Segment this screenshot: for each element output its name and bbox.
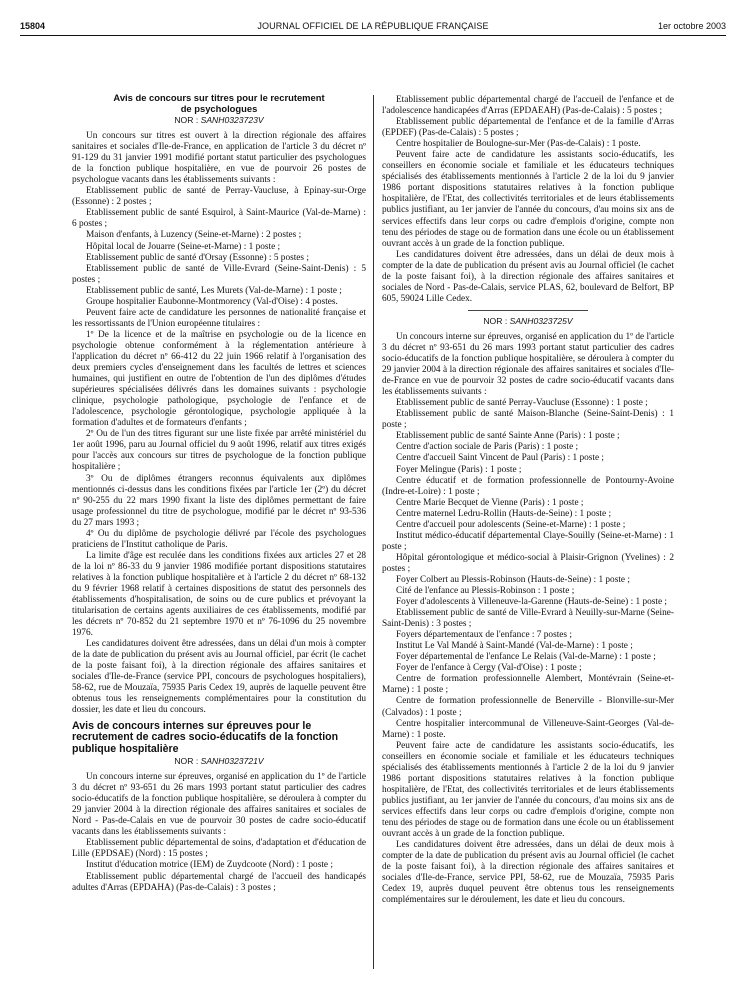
body-paragraph: Centre éducatif et de formation professionnelle de Pontourny-Avoine (Indre-et-Loire) : 1 poste ; bbox=[382, 475, 674, 497]
body-paragraph: Les candidatures doivent être adressées, dans un délai d'un mois à compter de la date de publication du présent avis au Journal officiel, par écrit (le cachet de la poste faisant foi), à la direction régionale des affaires sanitaires et sociales d'Ile-de-France (service PPI, concours de psychologues hospitaliers), 58-62, rue de Mouzaïa, 75935 Paris Cedex 19, auprès de laquelle peuvent être obtenus tous les renseignements complémentaires pour la constitution du dossier, les date et lieu du concours. bbox=[72, 639, 366, 716]
body-paragraph: Foyer Melingue (Paris) : 1 poste ; bbox=[396, 464, 522, 475]
body-paragraph: Centre maternel Ledru-Rollin (Hauts-de-Seine) : 1 poste ; bbox=[396, 508, 612, 519]
body-paragraph: Centre hospitalier intercommunal de Villeneuve-Saint-Georges (Val-de-Marne) : 1 poste. bbox=[382, 718, 674, 740]
body-paragraph: Un concours interne sur épreuves, organisé en application du 1º de l'article 3 du décret nº 93-651 du 26 mars 1993 portant statut particulier des cadres socio-éducatifs de la fonction publique hospitalière, se déroulera à compter du 29 janvier 2004 à la direction régionale des affaires sanitaires et sociales d'Ile-de-France en vue de pourvoir 32 postes de cadre socio-éducatif vacants dans les établissements suivants : bbox=[382, 331, 674, 398]
body-paragraph: 1º De la licence et de la maîtrise en psychologie ou de la licence en psychologie obtenue conformément à la réglementation antérieure à l'application du décret nº 66-412 du 22 juin 1966 relatif à l'organisation des deux premiers cycles d'enseignement dans les facultés de lettres et sciences humaines, qui justifient en outre de l'obtention de l'un des diplômes d'études supérieures spécialisées délivrés dans les domaines suivants : psychologie clinique, psychologie pathologique, psychologie de l'enfance et de l'adolescence, psychologie gérontologique, psychologie appliquée à la formation d'adultes et de formateurs d'enfants ; bbox=[72, 329, 366, 429]
body-paragraph: 3º Ou de diplômes étrangers reconnus équivalents aux diplômes mentionnés ci-dessus dans les conditions fixées par l'article 1er (2º) du décret nº 90-255 du 22 mars 1990 fixant la liste des diplômes permettant de faire usage professionnel du titre de psychologue, modifié par le décret nº 93-536 du 27 mars 1993 ; bbox=[72, 473, 366, 528]
notice-title: Avis de concours internes sur épreuves pour le recrutement de cadres socio-éducatifs de la fonction publique hospitalière bbox=[72, 719, 339, 755]
notice-cadres-ile-de-france bbox=[382, 316, 674, 906]
body-paragraph: Etablissement public de santé Maison-Blanche (Seine-Saint-Denis) : 1 poste ; bbox=[382, 409, 674, 431]
right-column bbox=[382, 95, 674, 906]
body-paragraph: Les candidatures doivent être adressées, dans un délai de deux mois à compter de la date de publication du présent avis au Journal officiel (le cachet de la poste faisant foi), à la direction régionale des affaires sanitaires et sociales d'Ile-de-France, service PPI, 58-62, rue de Mouzaïa, 75935 Paris Cedex 19, auprès duquel peuvent être obtenus tous les renseignements complémentaires sur le déroulement, les date et lieu du concours. bbox=[382, 840, 674, 906]
body-paragraph: Etablissement public départemental de l'enfance et de la famille d'Arras (EPDEF) (Pas-de-Calais) : 5 postes ; bbox=[382, 117, 674, 139]
issue-date: 1er octobre 2003 bbox=[657, 21, 726, 31]
body-paragraph: Centre de formation professionnelle Alembert, Montévrain (Seine-et-Marne) : 1 poste ; bbox=[382, 674, 674, 696]
body-paragraph: Peuvent faire acte de candidature les assistants socio-éducatifs, les conseillers en économie sociale et familiale et les éducateurs techniques spécialisés des établissements mentionnés à l'article 2 de la loi du 9 janvier 1986 portant dispositions statutaires relatives à la fonction publique hospitalière, de l'Etat, des collectivités territoriales et de leurs établissements publics justifiant, au 1er janvier de l'année du concours, d'au moins six ans de services effectifs dans leur corps ou cadre d'emplois d'origine, compte non tenu des périodes de stage ou de formation dans une école ou un établissement ouvrant accès à un grade de la fonction publique. bbox=[382, 150, 674, 249]
column-separator bbox=[373, 95, 374, 969]
body-paragraph: Peuvent faire acte de candidature les personnes de nationalité française et les ressortissants de l'Union européenne titulaires : bbox=[72, 307, 366, 329]
body-paragraph: Institut d'éducation motrice (IEM) de Zuydcoote (Nord) : 1 poste ; bbox=[86, 860, 333, 871]
body-paragraph: Foyer Colbert au Plessis-Robinson (Hauts-de-Seine) : 1 poste ; bbox=[396, 574, 630, 585]
body-paragraph: Foyer de l'enfance à Cergy (Val-d'Oise) : 1 poste ; bbox=[396, 663, 582, 674]
body-paragraph: La limite d'âge est reculée dans les conditions fixées aux articles 27 et 28 de la loi nº 86-33 du 9 janvier 1986 modifiée portant dispositions statutaires relatives à la fonction publique hospitalière et à l'article 2 du décret nº 68-132 du 9 février 1968 relatif à certaines dispositions de statut des personnels des établissements d'hospitalisation, de soins ou de cure publics et prévoyant la titularisation de certains agents auxiliaires de ces établissements, modifié par les décrets nº 70-852 du 21 septembre 1970 et nº 76-1096 du 25 novembre 1976. bbox=[72, 550, 366, 639]
body-paragraph: Etablissement public départemental chargé de l'accueil de l'enfance et de l'adolescence handicapées d'Arras (EPDAEAH) (Pas-de-Calais) : 5 postes ; bbox=[382, 95, 674, 117]
body-paragraph: Etablissement public de santé Perray-Vaucluse (Essonne) : 1 poste ; bbox=[396, 398, 648, 409]
body-paragraph: Hôpital gérontologique et médico-social à Plaisir-Grignon (Yvelines) : 2 postes ; bbox=[382, 552, 674, 574]
body-paragraph: Centre hospitalier de Boulogne-sur-Mer (Pas-de-Calais) : 1 poste. bbox=[396, 139, 641, 150]
notice-psychologues bbox=[72, 92, 366, 717]
body-paragraph: 2º Ou de l'un des titres figurant sur une liste fixée par arrêté ministériel du 1er août 1996, paru au Journal officiel du 9 août 1996, relatif aux titres exigés pour l'accès aux concours sur titres de psychologue de la fonction publique hospitalière ; bbox=[72, 429, 366, 473]
body-paragraph: Institut Le Val Mandé à Saint-Mandé (Val-de-Marne) : 1 poste ; bbox=[396, 641, 633, 652]
body-paragraph: Etablissement public de santé de Ville-Evrard (Seine-Saint-Denis) : 5 postes ; bbox=[72, 263, 366, 285]
body-paragraph: Etablissement public départemental de soins, d'adaptation et d'éducation de Lille (EPDSAE) (Nord) : 15 postes ; bbox=[72, 838, 366, 860]
body-paragraph: Centre d'action sociale de Paris (Paris) : 1 poste ; bbox=[396, 442, 579, 453]
body-paragraph: Foyer départemental de l'enfance Le Relais (Val-de-Marne) : 1 poste ; bbox=[396, 652, 656, 663]
nor-reference bbox=[72, 115, 366, 126]
body-paragraph: Maison d'enfants, à Luzency (Seine-et-Marne) : 2 postes ; bbox=[86, 230, 302, 241]
body-paragraph: Etablissement public de santé d'Orsay (Essonne) : 5 postes ; bbox=[86, 252, 309, 263]
notice-body bbox=[72, 772, 366, 894]
page-header bbox=[20, 21, 726, 35]
body-paragraph: Les candidatures doivent être adressées, dans un délai de deux mois à compter de la date de publication du présent avis au Journal officiel (le cachet de la poste faisant foi), à la direction régionale des affaires sanitaires et sociales de Nord - Pas-de-Calais, service PLAS, 62, boulevard de Belfort, BP 605, 59024 Lille Cedex. bbox=[382, 249, 674, 304]
notice-title-line: de psychologues bbox=[180, 103, 258, 114]
notice-title-line: Avis de concours sur titres pour le recrutement bbox=[113, 92, 325, 103]
body-paragraph: Etablissement public de santé, Les Murets (Val-de-Marne) : 1 poste ; bbox=[86, 285, 342, 296]
body-paragraph: Foyers départementaux de l'enfance : 7 postes ; bbox=[396, 630, 572, 641]
nor-code: SANH0323725V bbox=[509, 315, 573, 326]
notice-cadres-socio-educatifs bbox=[72, 721, 366, 894]
notice-body bbox=[382, 332, 674, 906]
page-number: 15804 bbox=[20, 21, 46, 31]
notice-continued bbox=[382, 95, 674, 305]
body-paragraph: Institut médico-éducatif départemental Claye-Souilly (Seine-et-Marne) : 1 poste ; bbox=[382, 530, 674, 552]
body-paragraph: Etablissement public de santé Esquirol, à Saint-Maurice (Val-de-Marne) : 6 postes ; bbox=[72, 208, 366, 230]
body-paragraph: Hôpital local de Jouarre (Seine-et-Marne) : 1 poste ; bbox=[86, 241, 281, 252]
body-paragraph: Centre Marie Becquet de Vienne (Paris) : 1 poste ; bbox=[396, 497, 584, 508]
nor-reference bbox=[72, 756, 366, 767]
notice-body bbox=[72, 131, 366, 716]
body-paragraph: 4º Ou du diplôme de psychologie délivré par l'école des psychologues praticiens de l'Institut catholique de Paris. bbox=[72, 528, 366, 550]
body-paragraph: Foyer d'adolescents à Villeneuve-la-Garenne (Hauts-de-Seine) : 1 poste ; bbox=[396, 597, 667, 608]
nor-code: SANH0323721V bbox=[200, 756, 264, 767]
body-paragraph: Cité de l'enfance au Plessis-Robinson : 1 poste ; bbox=[396, 586, 575, 597]
nor-label: NOR : bbox=[174, 115, 201, 125]
nor-reference bbox=[382, 316, 674, 327]
body-paragraph: Centre d'accueil Saint Vincent de Paul (Paris) : 1 poste ; bbox=[396, 453, 605, 464]
body-paragraph: Centre d'accueil pour adolescents (Seine-et-Marne) : 1 poste ; bbox=[396, 519, 626, 530]
nor-code: SANH0323723V bbox=[200, 115, 264, 125]
body-paragraph: Etablissement public de santé de Ville-Evrard à Neuilly-sur-Marne (Seine-Saint-Denis) : 3 postes ; bbox=[382, 608, 674, 630]
nor-label: NOR : bbox=[174, 756, 201, 767]
body-paragraph: Centre de formation professionnelle de Benerville - Blonville-sur-Mer (Calvados) : 1 poste ; bbox=[382, 696, 674, 718]
body-paragraph: Etablissement public départemental chargé de l'accueil des handicapés adultes d'Arras (EPDAHA) (Pas-de-Calais) : 3 postes ; bbox=[72, 871, 366, 893]
body-paragraph: Etablissement public de santé Sainte Anne (Paris) : 1 poste ; bbox=[396, 431, 620, 442]
body-paragraph: Un concours sur titres est ouvert à la direction régionale des affaires sanitaires et sociales d'Ile-de-France, en application de l'article 3 du décret nº 91-129 du 31 janvier 1991 modifié portant statut particulier des psychologues de la fonction publique hospitalière, en vue de pourvoir 26 postes de psychologue vacants dans les établissements suivants : bbox=[72, 131, 366, 186]
section-divider bbox=[468, 310, 588, 311]
nor-label: NOR : bbox=[483, 315, 510, 326]
body-paragraph: Peuvent faire acte de candidature les assistants socio-éducatifs, les conseillers en économie sociale et familiale et les éducateurs techniques spécialisés des établissements mentionnés à l'article 2 de la loi du 9 janvier 1986 portant dispositions statutaires relatives à la fonction publique hospitalière, de l'Etat, des collectivités territoriales et de leurs établissements publics justifiant, au 1er janvier de l'année du concours, d'au moins six ans de services effectifs dans leur corps ou cadre d'emplois d'origine, compte non tenu des périodes de stage ou de formation dans une école ou un établissement ouvrant accès à un grade de la fonction publique. bbox=[382, 740, 674, 840]
journal-title: JOURNAL OFFICIEL DE LA RÉPUBLIQUE FRANÇAISE bbox=[257, 21, 489, 31]
body-paragraph: Groupe hospitalier Eaubonne-Montmorency (Val-d'Oise) : 4 postes. bbox=[86, 296, 338, 307]
notice-title bbox=[72, 92, 366, 114]
header-rule bbox=[20, 35, 726, 36]
left-column bbox=[72, 92, 366, 894]
body-paragraph: Un concours interne sur épreuves, organisé en application du 1º de l'article 3 du décret nº 93-651 du 26 mars 1993 portant statut particulier des cadres socio-éducatifs de la fonction publique hospitalière, se déroulera à compter du 29 janvier 2004 à la direction régionale des affaires sanitaires et sociales de Nord - Pas-de-Calais en vue de pourvoir 30 postes de cadre socio-éducatif vacants dans les établissements suivants : bbox=[72, 772, 366, 838]
body-paragraph: Etablissement public de santé de Perray-Vaucluse, à Epinay-sur-Orge (Essonne) : 2 postes ; bbox=[72, 186, 366, 208]
